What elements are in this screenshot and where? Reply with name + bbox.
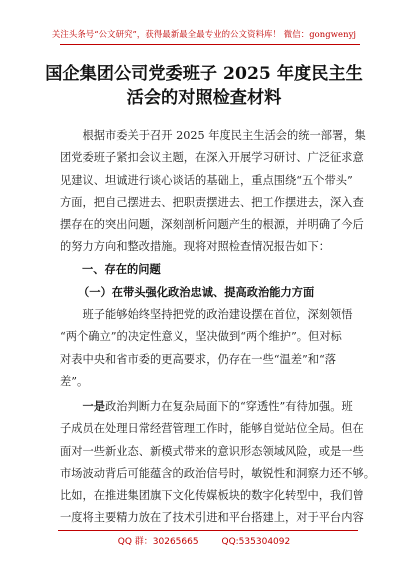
intro-line: 方面，把自己摆进去、把职责摆进去、把工作摆进去，深入查 (60, 195, 364, 209)
intro-paragraph (60, 125, 366, 259)
para-line: 一度将主要精力放在了技术引进和平台搭建上，对于平台内容 (60, 511, 364, 525)
para-line: 差”。 (60, 374, 89, 388)
document-title (0, 63, 408, 110)
paragraph-political-judgment (60, 395, 376, 530)
intro-line: 的努力方向和整改措施。现将对照检查情况报告如下： (60, 240, 331, 254)
para-line: 对表中央和省市委的更高要求，仍存在一些“温差”和“落 (60, 352, 337, 366)
footer-qq: QQ:535304092 (221, 537, 291, 547)
intro-line: 见建议、坦诚进行谈心谈话的基础上，重点围绕“五个带头” (60, 173, 353, 187)
footer-divider (58, 530, 358, 531)
para-line: “两个确立”的决定性意义，坚决做到“两个维护”。但对标 (60, 330, 342, 344)
title-line-2: 活会的对照检查材料 (126, 87, 282, 108)
para-line: 市场波动背后可能蕴含的政治信号时，敏锐性和洞察力还不够。 (60, 466, 376, 480)
para-line: 面对一些新业态、新模式带来的意识形态领域风险，或是一些 (60, 444, 364, 458)
header-banner: 关注头条号“公文研究”，获得最新最全最专业的公文资料库！ 微信：gongwenyj (51, 29, 357, 39)
para-line (60, 395, 358, 418)
intro-line: 根据市委关于召开 2025 年度民主生活会的统一部署，集 (82, 129, 366, 142)
para-line: 子成员在处理日常经营管理工作时，能够自觉站位全局。但在 (60, 422, 364, 436)
para-line: 班子能够始终坚持把党的政治建设摆在首位，深刻领悟 (82, 308, 353, 321)
subsection-heading: （一）在带头强化政治忠诚、提高政治能力方面 (78, 285, 315, 299)
para-line: 比如，在推进集团旗下文化传媒板块的数字化转型中，我们曾 (60, 489, 364, 503)
intro-line: 摆存在的突出问题，深刻剖析问题产生的根源，并明确了今后 (60, 218, 364, 232)
footer-qq-group: QQ 群：30265665 (117, 537, 199, 547)
paragraph-political-loyalty (60, 304, 358, 393)
title-line-1: 国企集团公司党委班子 2025 年度民主生 (45, 64, 363, 84)
lead-marker: 一是 (82, 399, 106, 413)
header-divider (60, 44, 360, 45)
footer (0, 534, 408, 547)
section-heading: 一、存在的问题 (82, 262, 161, 276)
intro-line: 团党委班子紧扣会议主题，在深入开展学习研讨、广泛征求意 (60, 151, 364, 165)
para-line-text: 政治判断力在复杂局面下的“穿透性”有待加强。班 (105, 400, 353, 413)
